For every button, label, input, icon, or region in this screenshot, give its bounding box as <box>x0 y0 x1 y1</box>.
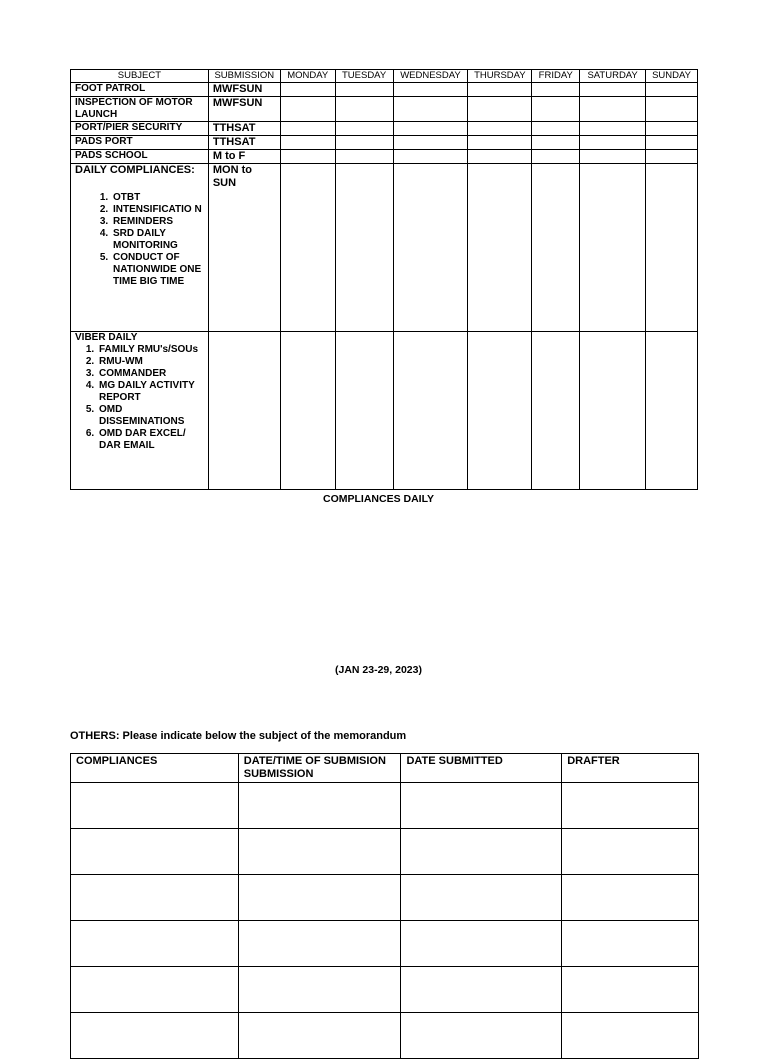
compliance-cell[interactable] <box>71 829 239 875</box>
day-cell[interactable] <box>580 136 646 150</box>
day-cell[interactable] <box>580 83 646 97</box>
drafter-cell[interactable] <box>562 829 699 875</box>
date-submitted-cell[interactable] <box>401 1013 562 1059</box>
header-submission: SUBMISSION <box>208 70 280 83</box>
row-submission: M to F <box>208 150 280 164</box>
day-cell[interactable] <box>393 97 468 122</box>
header-thursday: THURSDAY <box>468 70 532 83</box>
daily-compliances-list <box>75 192 204 288</box>
date-time-cell[interactable] <box>238 875 401 921</box>
day-cell[interactable] <box>468 122 532 136</box>
day-cell[interactable] <box>280 122 335 136</box>
row-submission: MON to SUN <box>208 164 280 332</box>
drafter-cell[interactable] <box>562 875 699 921</box>
day-cell[interactable] <box>646 332 698 490</box>
table-row <box>71 136 698 150</box>
header-compliances: COMPLIANCES <box>71 754 239 783</box>
drafter-cell[interactable] <box>562 1013 699 1059</box>
list-item: 4. SRD DAILY MONITORING <box>111 228 204 252</box>
drafter-cell[interactable] <box>562 967 699 1013</box>
date-time-cell[interactable] <box>238 1013 401 1059</box>
compliance-cell[interactable] <box>71 967 239 1013</box>
viber-daily-cell <box>71 332 209 490</box>
date-range: (JAN 23-29, 2023) <box>335 664 422 676</box>
day-cell[interactable] <box>335 136 393 150</box>
drafter-cell[interactable] <box>562 783 699 829</box>
table-row <box>71 1013 699 1059</box>
table-row <box>71 829 699 875</box>
day-cell[interactable] <box>646 136 698 150</box>
date-submitted-cell[interactable] <box>401 829 562 875</box>
day-cell[interactable] <box>393 136 468 150</box>
day-cell[interactable] <box>335 164 393 332</box>
day-cell[interactable] <box>280 150 335 164</box>
day-cell[interactable] <box>468 136 532 150</box>
day-cell[interactable] <box>580 150 646 164</box>
day-cell[interactable] <box>646 122 698 136</box>
header-wednesday: WEDNESDAY <box>393 70 468 83</box>
date-time-cell[interactable] <box>238 783 401 829</box>
day-cell[interactable] <box>393 83 468 97</box>
table-row <box>71 97 698 122</box>
compliance-cell[interactable] <box>71 1013 239 1059</box>
day-cell[interactable] <box>335 97 393 122</box>
day-cell[interactable] <box>580 97 646 122</box>
list-item: 6. OMD DAR EXCEL/ DAR EMAIL <box>97 428 204 452</box>
list-item: 2. INTENSIFICATIO N <box>111 204 204 216</box>
date-time-cell[interactable] <box>238 967 401 1013</box>
table-row-daily-compliances <box>71 164 698 332</box>
day-cell[interactable] <box>646 83 698 97</box>
day-cell[interactable] <box>280 136 335 150</box>
weekly-schedule-table <box>70 69 698 490</box>
day-cell[interactable] <box>280 332 335 490</box>
day-cell[interactable] <box>532 97 580 122</box>
list-item: 5. CONDUCT OF NATIONWIDE ONE TIME BIG TIME <box>111 252 204 288</box>
day-cell[interactable] <box>393 164 468 332</box>
day-cell[interactable] <box>280 83 335 97</box>
schedule-header-row <box>71 70 698 83</box>
header-saturday: SATURDAY <box>580 70 646 83</box>
header-sunday: SUNDAY <box>646 70 698 83</box>
table-row <box>71 83 698 97</box>
table-row <box>71 150 698 164</box>
header-date-submitted: DATE SUBMITTED <box>401 754 562 783</box>
day-cell[interactable] <box>580 332 646 490</box>
viber-daily-title: VIBER DAILY <box>75 332 138 343</box>
table-row <box>71 122 698 136</box>
day-cell[interactable] <box>393 150 468 164</box>
date-time-cell[interactable] <box>238 829 401 875</box>
list-item: 3. COMMANDER <box>97 368 204 380</box>
row-subject: FOOT PATROL <box>71 83 209 97</box>
day-cell[interactable] <box>532 164 580 332</box>
header-subject: SUBJECT <box>71 70 209 83</box>
day-cell[interactable] <box>532 122 580 136</box>
date-submitted-cell[interactable] <box>401 967 562 1013</box>
day-cell[interactable] <box>280 97 335 122</box>
row-subject: PADS SCHOOL <box>71 150 209 164</box>
day-cell[interactable] <box>468 83 532 97</box>
list-item: 1. OTBT <box>111 192 204 204</box>
compliance-cell[interactable] <box>71 875 239 921</box>
header-friday: FRIDAY <box>532 70 580 83</box>
table-row-viber-daily <box>71 332 698 490</box>
others-note: OTHERS: Please indicate below the subject of the memorandum <box>70 730 407 742</box>
list-item: 2. RMU-WM <box>97 356 204 368</box>
compliances-table <box>70 753 699 1059</box>
drafter-cell[interactable] <box>562 921 699 967</box>
row-submission: MWFSUN <box>208 97 280 122</box>
list-item: 4. MG DAILY ACTIVITY REPORT <box>97 380 204 404</box>
viber-daily-list <box>75 344 204 452</box>
day-cell[interactable] <box>335 332 393 490</box>
day-cell[interactable] <box>468 150 532 164</box>
date-submitted-cell[interactable] <box>401 921 562 967</box>
daily-compliances-title: DAILY COMPLIANCES: <box>75 164 195 176</box>
row-submission: TTHSAT <box>208 122 280 136</box>
row-subject: INSPECTION OF MOTOR LAUNCH <box>71 97 209 122</box>
table-row <box>71 875 699 921</box>
day-cell[interactable] <box>280 164 335 332</box>
day-cell[interactable] <box>646 150 698 164</box>
date-submitted-cell[interactable] <box>401 875 562 921</box>
day-cell[interactable] <box>580 122 646 136</box>
day-cell[interactable] <box>393 332 468 490</box>
compliances-header-row <box>71 754 699 783</box>
day-cell[interactable] <box>468 164 532 332</box>
daily-compliances-cell <box>71 164 209 332</box>
date-submitted-cell[interactable] <box>401 783 562 829</box>
row-submission: TTHSAT <box>208 136 280 150</box>
table-row <box>71 783 699 829</box>
day-cell[interactable] <box>580 164 646 332</box>
header-monday: MONDAY <box>280 70 335 83</box>
compliance-cell[interactable] <box>71 783 239 829</box>
header-tuesday: TUESDAY <box>335 70 393 83</box>
row-submission <box>208 332 280 490</box>
day-cell[interactable] <box>335 150 393 164</box>
list-item: 1. FAMILY RMU's/SOUs <box>97 344 204 356</box>
row-submission: MWFSUN <box>208 83 280 97</box>
compliance-cell[interactable] <box>71 921 239 967</box>
day-cell[interactable] <box>532 136 580 150</box>
table-caption: COMPLIANCES DAILY <box>323 493 435 505</box>
day-cell[interactable] <box>468 97 532 122</box>
row-subject: PADS PORT <box>71 136 209 150</box>
day-cell[interactable] <box>646 164 698 332</box>
day-cell[interactable] <box>532 332 580 490</box>
day-cell[interactable] <box>468 332 532 490</box>
row-subject: PORT/PIER SECURITY <box>71 122 209 136</box>
table-row <box>71 921 699 967</box>
table-row <box>71 967 699 1013</box>
header-drafter: DRAFTER <box>562 754 699 783</box>
day-cell[interactable] <box>335 83 393 97</box>
list-item: 3. REMINDERS <box>111 216 204 228</box>
day-cell[interactable] <box>532 150 580 164</box>
date-time-cell[interactable] <box>238 921 401 967</box>
list-item: 5. OMD DISSEMINATIONS <box>97 404 204 428</box>
day-cell[interactable] <box>646 97 698 122</box>
day-cell[interactable] <box>532 83 580 97</box>
day-cell[interactable] <box>393 122 468 136</box>
header-date-time-submission: DATE/TIME OF SUBMISION SUBMISSION <box>238 754 401 783</box>
day-cell[interactable] <box>335 122 393 136</box>
